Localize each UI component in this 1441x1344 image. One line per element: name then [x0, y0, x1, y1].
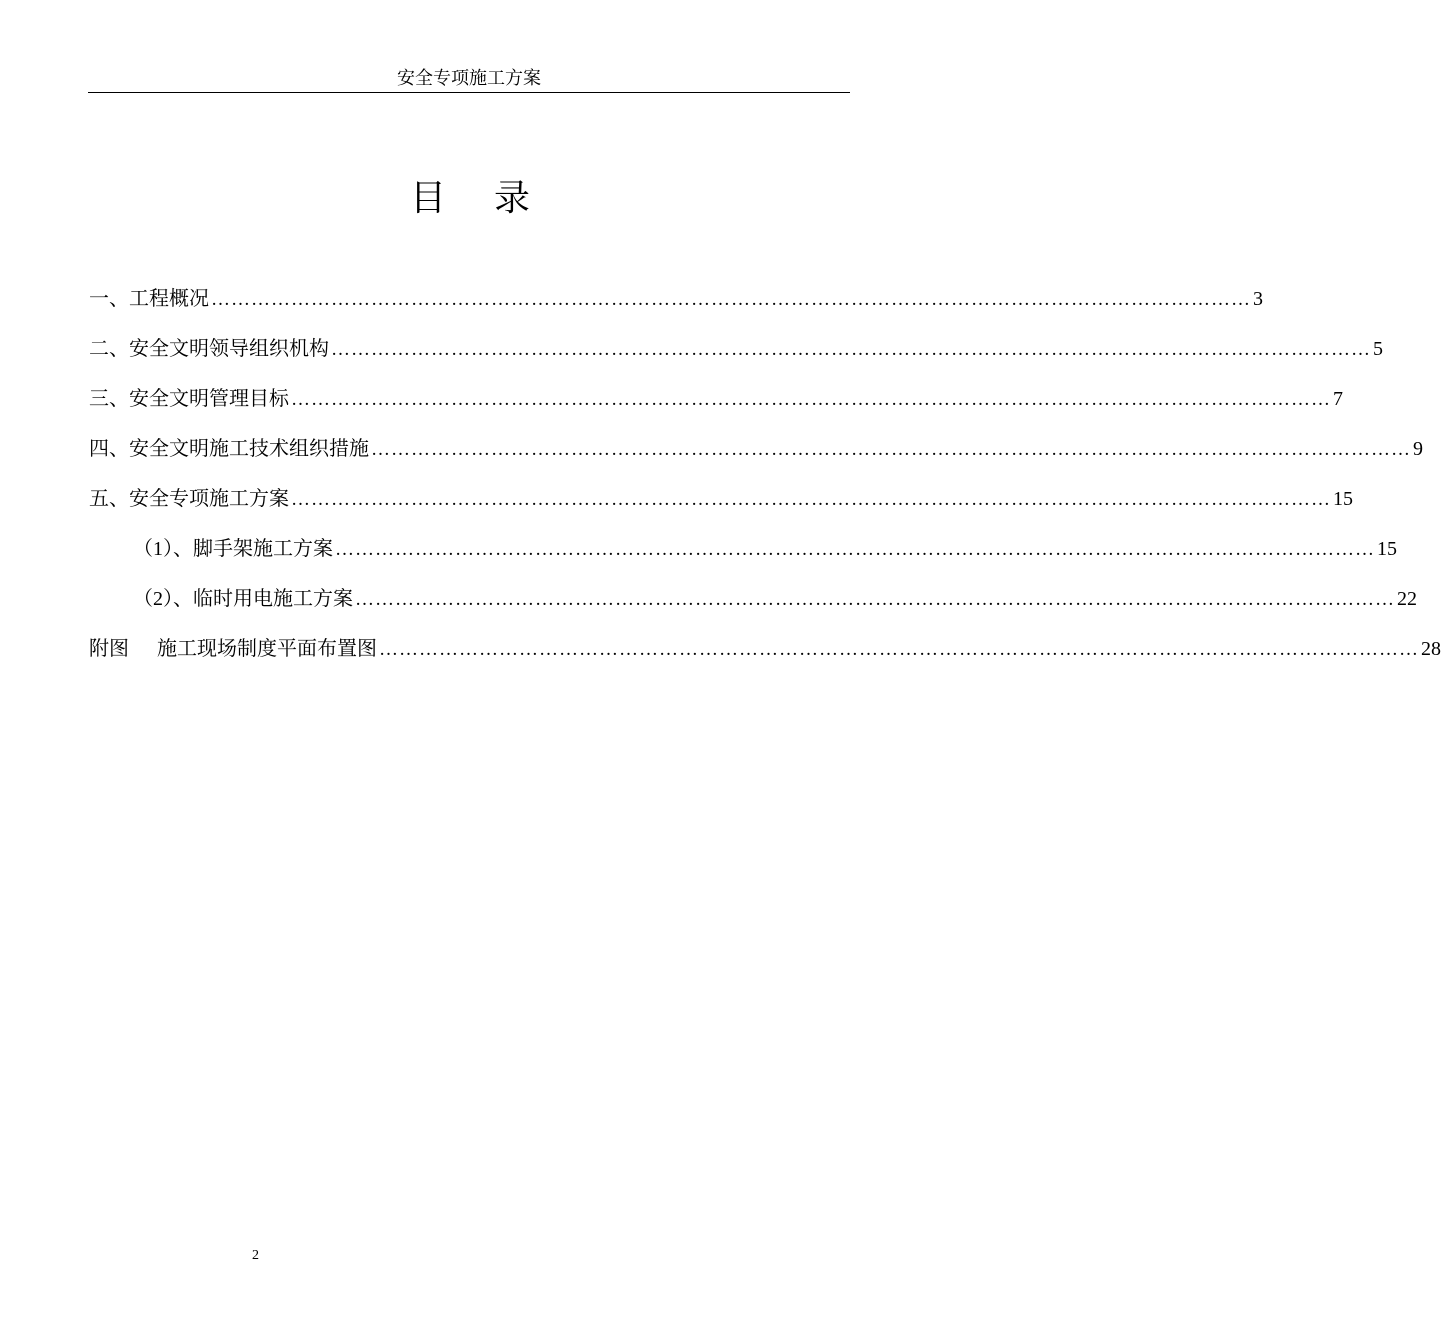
toc-sub-number: 2	[153, 588, 163, 610]
toc-entry-page: 3	[1253, 288, 1263, 310]
toc-open-paren: （	[133, 536, 153, 560]
toc-entry-appendix[interactable]	[89, 633, 1441, 663]
toc-entry-page: 9	[1413, 438, 1423, 460]
toc-appendix-prefix: 附图	[89, 636, 129, 660]
toc-entry-page: 15	[1377, 538, 1397, 560]
toc-entry-label	[133, 583, 353, 614]
toc-open-paren: （	[133, 586, 153, 610]
toc-sub-number: 1	[153, 538, 163, 560]
toc-title-char-2: 录	[494, 178, 531, 219]
toc-entry-page: 22	[1397, 588, 1417, 610]
toc-entry-label	[133, 533, 333, 564]
toc-appendix-label: 施工现场制度平面布置图	[157, 636, 377, 660]
toc-entry[interactable]	[89, 483, 1353, 513]
toc-leader-dots: …………………………………………………………………………………………………………………………………………	[291, 389, 1331, 410]
toc-entry-label: 二、安全文明领导组织机构	[89, 336, 329, 360]
toc-entry-label: 五、安全专项施工方案	[89, 486, 289, 510]
toc-title-char-1: 目	[409, 178, 446, 219]
toc-entry[interactable]	[89, 383, 1343, 413]
toc-entry-label: 四、安全文明施工技术组织措施	[89, 436, 369, 460]
toc-entry[interactable]	[89, 283, 1263, 313]
page-number: 2	[252, 1248, 259, 1263]
toc-entry-page: 28	[1421, 638, 1441, 660]
toc-leader-dots: …………………………………………………………………………………………………………………………………………	[291, 489, 1331, 510]
toc-entry-page: 15	[1333, 488, 1353, 510]
header-title: 安全专项施工方案	[397, 68, 541, 89]
page-header	[88, 66, 850, 93]
toc-subentry[interactable]	[133, 583, 1417, 613]
toc-entry-label: 一、工程概况	[89, 286, 209, 310]
toc-entry-page: 5	[1373, 338, 1383, 360]
toc-entry-label	[89, 633, 377, 663]
toc-entry[interactable]	[89, 333, 1383, 363]
toc-title	[0, 176, 940, 222]
toc-leader-dots: …………………………………………………………………………………………………………………………………………	[331, 339, 1371, 360]
toc-sub-label: ）、脚手架施工方案	[163, 536, 333, 560]
toc-leader-dots: …………………………………………………………………………………………………………………………………………	[379, 639, 1419, 660]
toc-leader-dots: …………………………………………………………………………………………………………………………………………	[371, 439, 1411, 460]
toc-leader-dots: …………………………………………………………………………………………………………………………………………	[355, 589, 1395, 610]
toc-subentry[interactable]	[133, 533, 1397, 563]
toc-leader-dots: …………………………………………………………………………………………………………………………………………	[335, 539, 1375, 560]
toc-entry[interactable]	[89, 433, 1423, 463]
toc-entry-page: 7	[1333, 388, 1343, 410]
toc-sub-label: ）、临时用电施工方案	[163, 586, 353, 610]
toc-leader-dots: …………………………………………………………………………………………………………………………………………	[211, 289, 1251, 310]
toc-entry-label: 三、安全文明管理目标	[89, 386, 289, 410]
